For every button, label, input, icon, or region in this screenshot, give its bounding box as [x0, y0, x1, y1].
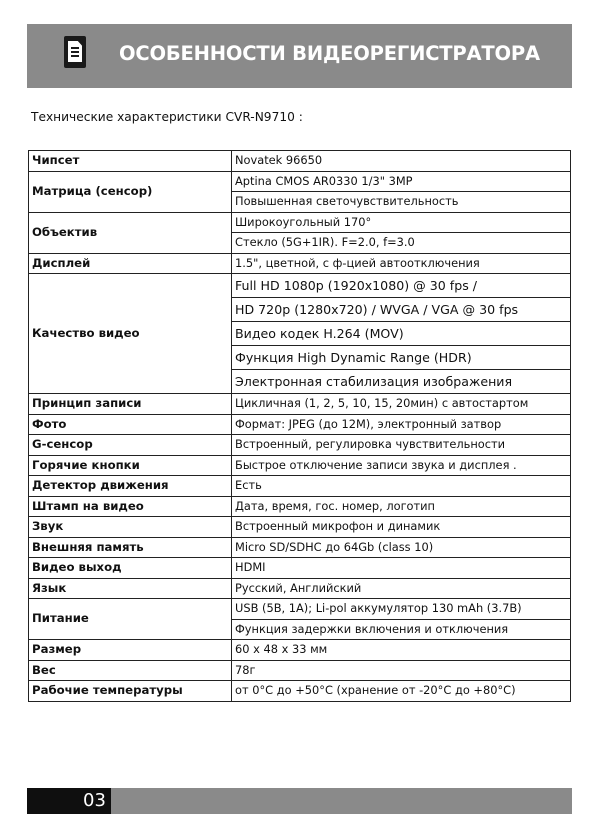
spec-name: Видео выход — [29, 558, 232, 579]
spec-value: Micro SD/SDHC до 64Gb (class 10) — [232, 537, 571, 558]
spec-value: 78г — [232, 660, 571, 681]
spec-value: Повышенная светочувствительность — [232, 192, 571, 213]
spec-value: Широкоугольный 170° — [232, 212, 571, 233]
spec-subtitle: Технические характеристики CVR-N9710 : — [31, 110, 303, 124]
spec-name: Чипсет — [29, 151, 232, 172]
table-row — [29, 394, 571, 415]
table-row — [29, 496, 571, 517]
spec-value: Функция задержки включения и отключения — [232, 619, 571, 640]
spec-value: Видео кодек H.264 (MOV) — [232, 322, 571, 346]
table-row — [29, 537, 571, 558]
spec-value: Есть — [232, 476, 571, 497]
spec-name: Рабочие температуры — [29, 681, 232, 702]
table-row — [29, 414, 571, 435]
table-row — [29, 558, 571, 579]
document-icon — [64, 36, 86, 68]
spec-value: Быстрое отключение записи звука и дисплея . — [232, 455, 571, 476]
spec-value: 1.5", цветной, с ф-цией автоотключения — [232, 253, 571, 274]
table-row — [29, 455, 571, 476]
page-footer — [27, 788, 572, 814]
spec-value: USB (5В, 1А); Li-pol аккумулятор 130 mAh (3.7В) — [232, 599, 571, 620]
table-row — [29, 640, 571, 661]
spec-name: Качество видео — [29, 274, 232, 394]
spec-name: Внешняя память — [29, 537, 232, 558]
spec-value: от 0°С до +50°С (хранение от -20°С до +80°С) — [232, 681, 571, 702]
spec-name: Детектор движения — [29, 476, 232, 497]
table-row — [29, 151, 571, 172]
page-title: ОСОБЕННОСТИ ВИДЕОРЕГИСТРАТОРА — [119, 42, 540, 65]
spec-value: Встроенный микрофон и динамик — [232, 517, 571, 538]
spec-value: Стекло (5G+1IR). F=2.0, f=3.0 — [232, 233, 571, 254]
table-row — [29, 253, 571, 274]
spec-value: Электронная стабилизация изображения — [232, 370, 571, 394]
spec-value: Aptina CMOS AR0330 1/3" 3MP — [232, 171, 571, 192]
specs-table — [28, 150, 571, 702]
spec-name: Штамп на видео — [29, 496, 232, 517]
spec-value: Встроенный, регулировка чувствительности — [232, 435, 571, 456]
spec-name: Вес — [29, 660, 232, 681]
spec-name: Язык — [29, 578, 232, 599]
spec-value: Русский, Английский — [232, 578, 571, 599]
spec-name: Горячие кнопки — [29, 455, 232, 476]
table-row — [29, 578, 571, 599]
spec-value: Дата, время, гос. номер, логотип — [232, 496, 571, 517]
table-row — [29, 599, 571, 620]
page-number: 03 — [83, 790, 106, 811]
spec-name: Питание — [29, 599, 232, 640]
spec-value: HDMI — [232, 558, 571, 579]
table-row — [29, 660, 571, 681]
spec-name: Дисплей — [29, 253, 232, 274]
table-row — [29, 274, 571, 298]
spec-name: Звук — [29, 517, 232, 538]
spec-name: Объектив — [29, 212, 232, 253]
spec-value: Цикличная (1, 2, 5, 10, 15, 20мин) с автостартом — [232, 394, 571, 415]
spec-name: Принцип записи — [29, 394, 232, 415]
spec-value: HD 720p (1280x720) / WVGA / VGA @ 30 fps — [232, 298, 571, 322]
table-row — [29, 212, 571, 233]
spec-name: Матрица (сенсор) — [29, 171, 232, 212]
page-header — [27, 24, 572, 88]
spec-value: 60 x 48 x 33 мм — [232, 640, 571, 661]
table-row — [29, 171, 571, 192]
spec-name: G-сенсор — [29, 435, 232, 456]
table-row — [29, 681, 571, 702]
spec-name: Размер — [29, 640, 232, 661]
table-row — [29, 517, 571, 538]
table-row — [29, 435, 571, 456]
spec-value: Full HD 1080p (1920x1080) @ 30 fps / — [232, 274, 571, 298]
spec-value: Формат: JPEG (до 12M), электронный затвор — [232, 414, 571, 435]
spec-value: Novatek 96650 — [232, 151, 571, 172]
table-row — [29, 476, 571, 497]
spec-name: Фото — [29, 414, 232, 435]
spec-value: Функция High Dynamic Range (HDR) — [232, 346, 571, 370]
